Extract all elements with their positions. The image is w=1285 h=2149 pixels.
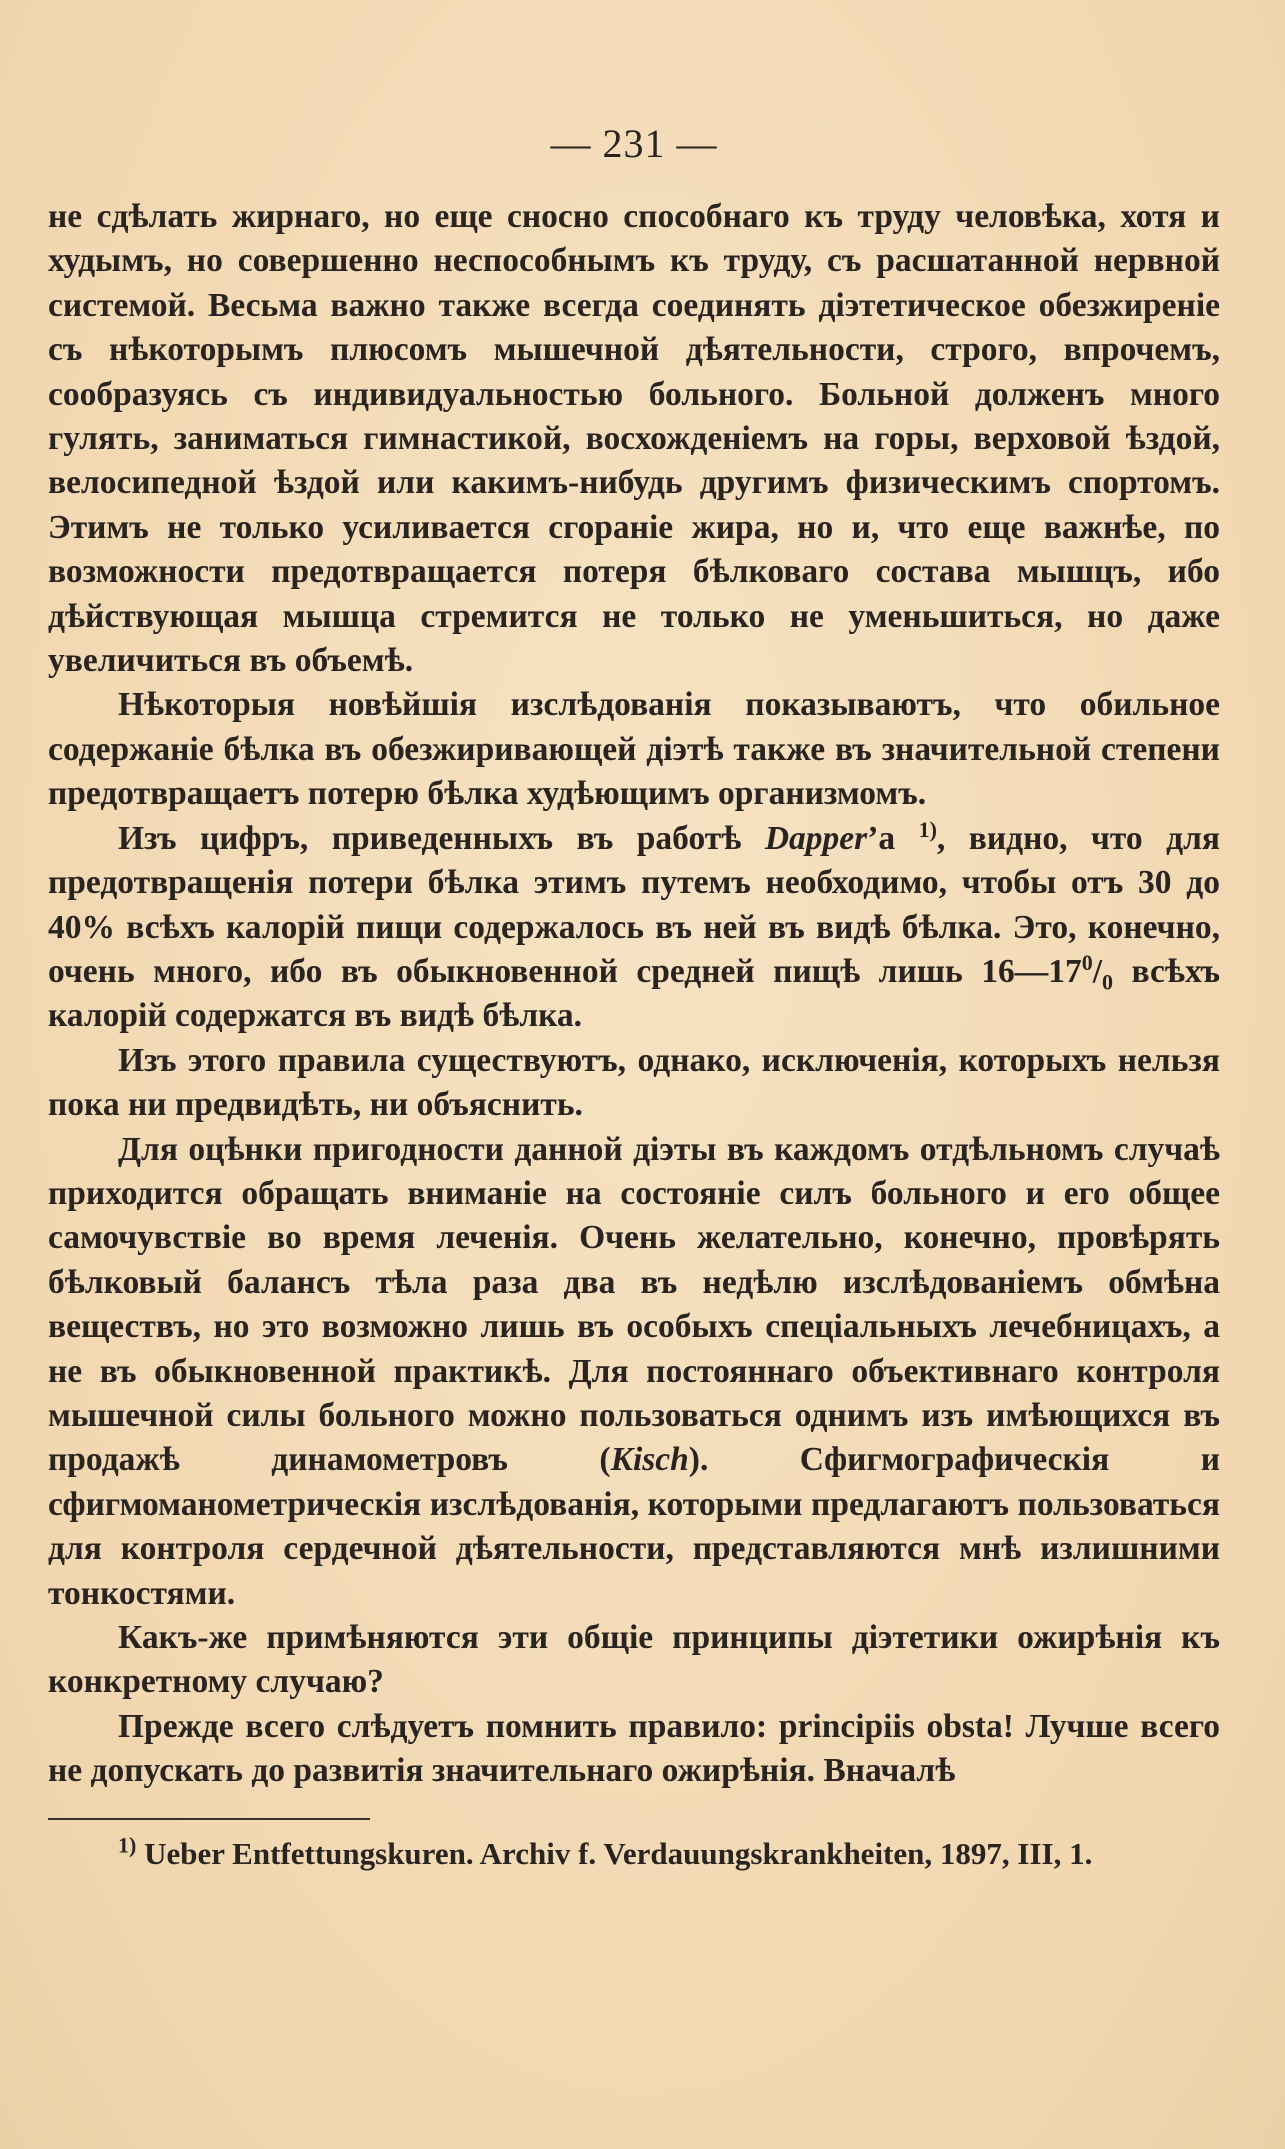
body-text <box>48 195 1220 1794</box>
paragraph <box>48 1705 1220 1794</box>
paragraph <box>48 683 1220 816</box>
text-run: Изъ этого правила существуютъ, однако, исключенія, которыхъ нельзя пока ни предвидѣть, ни объяснить. <box>48 1041 1220 1124</box>
text-run: всѣхъ калорій содержатся въ видѣ бѣлка. <box>48 952 1221 1035</box>
text-run: Изъ цифръ, приведенныхъ въ работѣ <box>118 819 765 857</box>
paragraph <box>48 817 1220 1039</box>
text-run: ). Сфигмографическія и сфигмоманометрическія изслѣдованія, которыми предлагаютъ пользоваться для контроля сердечной дѣятельности, представляются мнѣ излишними тонкостями. <box>48 1441 1220 1612</box>
footnote-divider <box>48 1818 370 1820</box>
superscript: 0 <box>1081 949 1093 975</box>
text-run: / <box>1092 952 1103 990</box>
footnote <box>48 1834 1220 1874</box>
text-run: , видно, что для предотвращенія потери бѣлка этимъ путемъ необходимо, чтобы отъ 30 до 40% всѣхъ калорій пищи содержалось въ ней въ видѣ бѣлка. Это, конечно, очень много, ибо въ обыкновенной средней пищѣ лишь 16—17 <box>48 819 1221 990</box>
text-run: не сдѣлать жирнаго, но еще сносно способнаго къ труду человѣка, хотя и худымъ, но совершенно неспособнымъ къ труду, съ расшатанной нервной системой. Весьма важно также всегда соединять діэтетическое обезжиреніе съ нѣкоторымъ плюсомъ мышечной дѣятельности, строго, впрочемъ, сообразуясь съ индивидуальностью больного. Больной долженъ много гулять, заниматься гимнастикой, восхожденіемъ на горы, верховой ѣздой, велосипедной ѣздой или какимъ-нибудь другимъ физическимъ спортомъ. Этимъ не только усиливается сгораніе жира, но и, что еще важнѣе, по возможности предотвращается потеря бѣлковаго состава мышцъ, ибо дѣйствующая мышца стремится не только не уменьшиться, но даже увеличиться въ объемѣ. <box>48 198 1220 680</box>
paragraph <box>48 1039 1220 1128</box>
page-number: — 231 — <box>550 121 718 166</box>
text-run: Прежде всего слѣдуетъ помнить правило: principiis obsta! Лучше всего не допускать до развитія значительнаго ожирѣнія. Вначалѣ <box>48 1707 1220 1790</box>
book-page <box>48 120 1220 1874</box>
text-run: Для оцѣнки пригодности данной діэты въ каждомъ отдѣльномъ случаѣ приходится обращать вниманіе на состояніе силъ больного и его общее самочувствіе во время леченія. Очень желательно, конечно, провѣрять бѣлковый балансъ тѣла раза два въ недѣлю изслѣдованіемъ обмѣна веществъ, но это возможно лишь въ особыхъ спеціальныхъ лечебницахъ, а не въ обыкновенной практикѣ. Для постояннаго объективнаго контроля мышечной силы больного можно пользоваться однимъ изъ имѣющихся въ продажѣ динамометровъ ( <box>48 1130 1220 1479</box>
paragraph <box>48 195 1220 683</box>
subscript: 0 <box>1102 969 1114 995</box>
text-run: ’а <box>867 819 919 857</box>
footnote-marker: 1) <box>118 1832 137 1858</box>
paragraph <box>48 1128 1220 1616</box>
superscript: 1) <box>918 816 937 842</box>
text-run: Какъ-же примѣняются эти общіе принципы діэтетики ожирѣнія къ конкретному случаю? <box>48 1619 1220 1701</box>
italic-text: Kisch <box>610 1441 689 1479</box>
footnote-text: Ueber Entfettungskuren. Archiv f. Verdauungskrankheiten, 1897, III, 1. <box>136 1835 1093 1871</box>
paragraph <box>48 1616 1220 1705</box>
italic-text: Dapper <box>764 819 868 857</box>
text-run: Нѣкоторыя новѣйшія изслѣдованія показываютъ, что обильное содержаніе бѣлка въ обезжиривающей діэтѣ также въ значительной степени предотвращаетъ потерю бѣлка худѣющимъ организмомъ. <box>48 686 1220 813</box>
